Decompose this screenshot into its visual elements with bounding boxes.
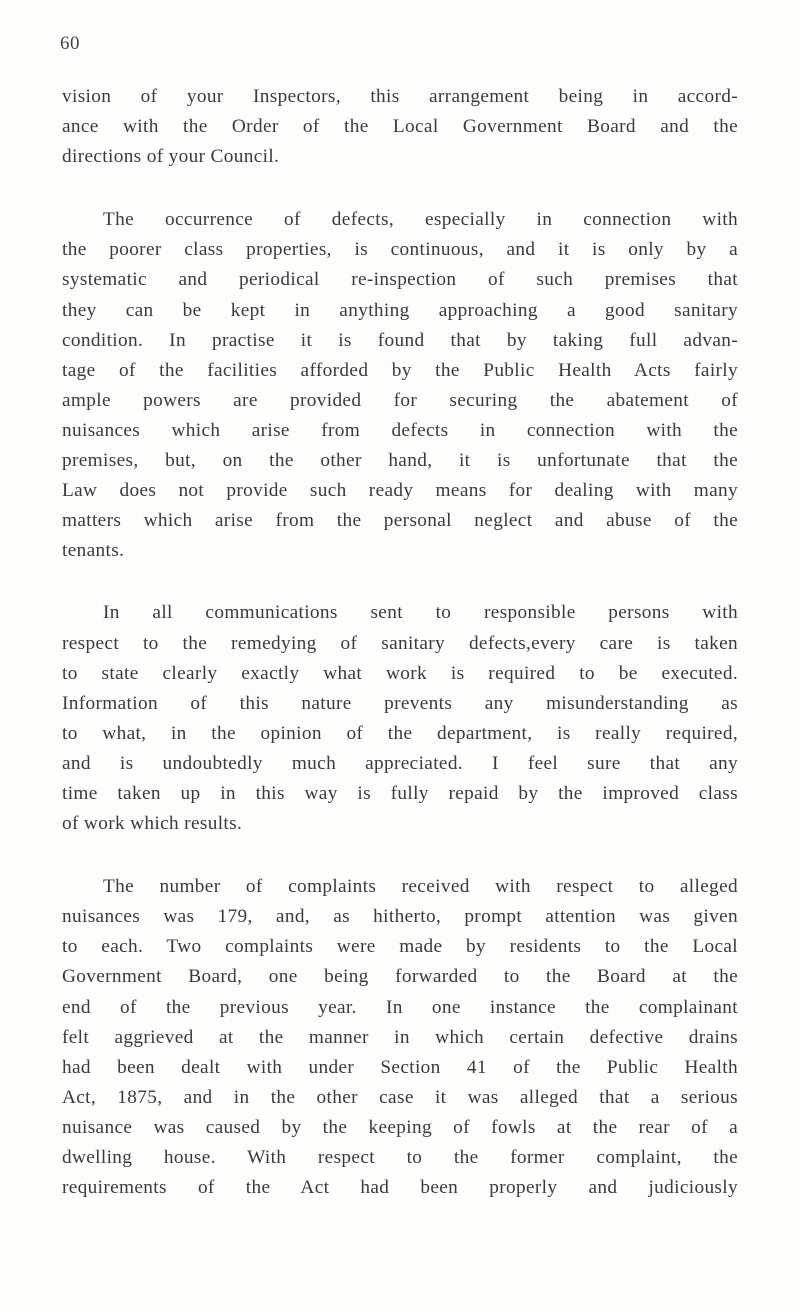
text-line: dwelling house. With respect to the former complaint, the (62, 1147, 738, 1168)
text-line: The number of complaints received with respect to alleged (103, 876, 738, 898)
text-line: and is undoubtedly much appreciated. I feel sure that any (62, 752, 738, 774)
text-line: ance with the Order of the Local Government Board and the (62, 116, 738, 138)
text-line: they can be kept in anything approaching a good sanitary (62, 299, 738, 321)
body-text (62, 82, 738, 1203)
paragraph-inspectors-arrangement (62, 82, 738, 172)
text-line: Act, 1875, and in the other case it was alleged that a serious (62, 1086, 738, 1108)
text-line: to what, in the opinion of the department, is really required, (62, 722, 738, 744)
text-line: time taken up in this way is fully repaid by the improved class (62, 782, 738, 804)
text-line: premises, but, on the other hand, it is unfortunate that the (62, 450, 738, 472)
text-line: felt aggrieved at the manner in which certain defective drains (62, 1026, 738, 1048)
text-line: nuisances which arise from defects in connection with the (62, 419, 738, 441)
text-line: had been dealt with under Section 41 of the Public Health (62, 1056, 738, 1078)
paragraph-complaints (62, 872, 738, 1203)
text-line: The occurrence of defects, especially in connection with (103, 209, 738, 231)
text-line: tenants. (62, 540, 125, 562)
text-line: ample powers are provided for securing the abatement of (62, 389, 738, 411)
paragraph-occurrence-of-defects (62, 205, 738, 566)
page-number: 60 (60, 33, 80, 54)
text-line: respect to the remedying of sanitary defects,every care is taken (62, 632, 738, 654)
text-line: to each. Two complaints were made by residents to the Local (62, 936, 738, 958)
text-line: condition. In practise it is found that by taking full advan- (62, 329, 738, 351)
text-line: end of the previous year. In one instance the complainant (62, 996, 738, 1018)
paragraph-communications (62, 598, 738, 839)
text-line: nuisance was caused by the keeping of fowls at the rear of a (62, 1116, 738, 1138)
text-line: the poorer class properties, is continuous, and it is only by a (62, 239, 738, 261)
text-line: Information of this nature prevents any misunderstanding as (62, 692, 738, 714)
text-line: matters which arise from the personal neglect and abuse of the (62, 510, 738, 532)
text-line: nuisances was 179, and, as hitherto, prompt attention was given (62, 906, 738, 928)
text-line: systematic and periodical re-inspection of such premises that (62, 269, 738, 291)
text-line: Law does not provide such ready means for dealing with many (62, 480, 738, 502)
text-line: Government Board, one being forwarded to the Board at the (62, 966, 738, 988)
text-line: directions of your Council. (62, 146, 280, 168)
text-line: tage of the facilities afforded by the Public Health Acts fairly (62, 359, 738, 381)
text-line: vision of your Inspectors, this arrangement being in accord- (62, 86, 738, 107)
text-line: to state clearly exactly what work is required to be executed. (62, 662, 738, 684)
text-line: of work which results. (62, 813, 243, 835)
text-line: In all communications sent to responsible persons with (103, 602, 738, 624)
text-line: requirements of the Act had been properly and judiciously (62, 1177, 738, 1199)
